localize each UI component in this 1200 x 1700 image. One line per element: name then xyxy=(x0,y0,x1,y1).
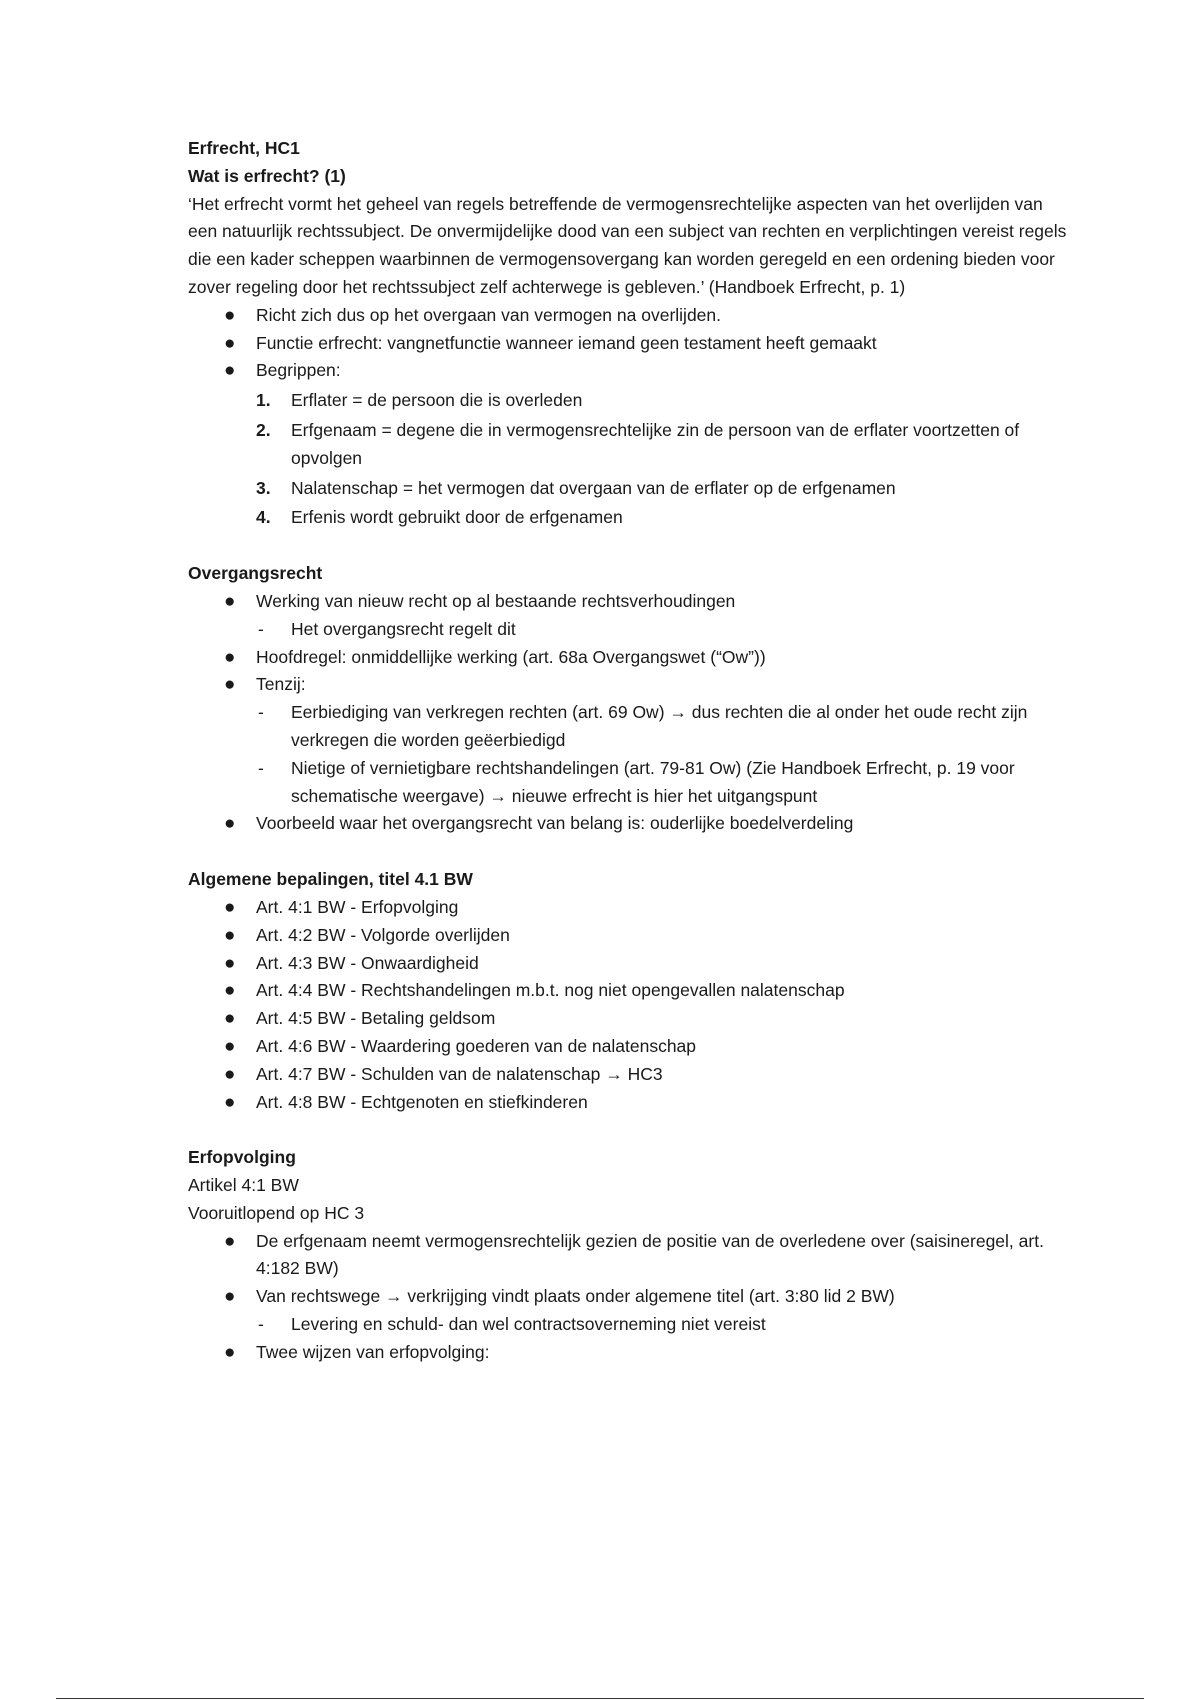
article-item-text: Art. 4:3 BW - Onwaardigheid xyxy=(256,952,479,973)
bullet-list xyxy=(188,810,1068,838)
article-item xyxy=(188,922,1068,950)
list-item xyxy=(188,810,1068,838)
number-marker: 1. xyxy=(256,390,271,411)
bullet-icon: ● xyxy=(224,952,236,974)
bullet-icon: ● xyxy=(224,980,236,1002)
section-spacer xyxy=(188,1116,1068,1144)
bullet-list xyxy=(188,588,1068,616)
dash-list xyxy=(188,1311,1068,1339)
list-item-text: Werking van nieuw recht op al bestaande rechtsverhoudingen xyxy=(256,590,736,611)
quote-paragraph: ‘Het erfrecht vormt het geheel van regels betreffende de vermogensrechtelijke aspecten van het overlijden van een natuurlijk rechtssubject. De onvermijdelijke dood van een subject van rechten en verplichtingen vereist regels die een kader scheppen waarbinnen de vermogensovergang kan worden geregeld en een ordening bieden voor zover regeling door het rechtssubject zelf achterwege is gebleven.’ (Handboek Erfrecht, p. 1) xyxy=(188,193,1067,297)
bullet-list xyxy=(188,1339,1068,1367)
section-spacer xyxy=(188,838,1068,866)
dash-item-text: Eerbiediging van verkregen rechten (art. 69 Ow) → dus rechten die al onder het oude recht zijn verkregen die worden geëerbiedigd xyxy=(291,702,1028,750)
bullet-icon: ● xyxy=(224,813,236,835)
numbered-item xyxy=(188,417,1068,473)
numbered-item-text: Erfenis wordt gebruikt door de erfgenamen xyxy=(291,507,623,528)
list-item xyxy=(188,1228,1068,1284)
numbered-item-text: Erfgenaam = degene die in vermogensrechtelijke zin de persoon van de erflater voortzetten of opvolgen xyxy=(291,419,1020,468)
bullet-list xyxy=(188,644,1068,700)
article-item-text: Art. 4:4 BW - Rechtshandelingen m.b.t. nog niet opengevallen nalatenschap xyxy=(256,980,845,1001)
article-item-text: Art. 4:2 BW - Volgorde overlijden xyxy=(256,924,510,945)
dash-list xyxy=(188,699,1068,810)
dash-item xyxy=(188,1311,1068,1339)
dash-item xyxy=(188,616,1068,644)
page-bottom-rule xyxy=(56,1698,1144,1699)
section-heading-wat-is-erfrecht: Wat is erfrecht? (1) xyxy=(188,165,346,186)
section-heading-overgangsrecht: Overgangsrecht xyxy=(188,563,323,584)
article-item xyxy=(188,1061,1068,1089)
bullet-icon: ● xyxy=(224,646,236,668)
document-page xyxy=(188,135,1068,1367)
section-heading-algemene-bepalingen: Algemene bepalingen, titel 4.1 BW xyxy=(188,869,473,890)
numbered-item-text: Erflater = de persoon die is overleden xyxy=(291,390,583,411)
article-item-text: Art. 4:8 BW - Echtgenoten en stiefkinderen xyxy=(256,1091,588,1112)
dash-marker: - xyxy=(258,757,264,778)
document-title: Erfrecht, HC1 xyxy=(188,138,300,158)
dash-item-text: Levering en schuld- dan wel contractsoverneming niet vereist xyxy=(291,1314,766,1335)
bullet-icon: ● xyxy=(224,1286,236,1308)
list-item-text: Tenzij: xyxy=(256,674,306,695)
bullet-icon: ● xyxy=(224,590,236,612)
bullet-list xyxy=(188,1228,1068,1311)
number-marker: 3. xyxy=(256,477,271,498)
dash-item xyxy=(188,699,1068,755)
bullet-icon: ● xyxy=(224,924,236,946)
dash-marker: - xyxy=(258,618,264,639)
number-marker: 4. xyxy=(256,507,271,528)
article-item-text: Art. 4:7 BW - Schulden van de nalatenschap → HC3 xyxy=(256,1063,663,1084)
bullet-icon: ● xyxy=(224,896,236,918)
bullet-icon: ● xyxy=(224,332,236,354)
article-reference: Artikel 4:1 BW xyxy=(188,1175,299,1196)
preview-note: Vooruitlopend op HC 3 xyxy=(188,1202,365,1223)
list-item-text: Hoofdregel: onmiddellijke werking (art. 68a Overgangswet (“Ow”)) xyxy=(256,646,766,667)
article-item xyxy=(188,1033,1068,1061)
list-item xyxy=(188,357,1068,385)
bullet-icon: ● xyxy=(224,1063,236,1085)
list-item-text: Twee wijzen van erfopvolging: xyxy=(256,1341,490,1362)
article-item xyxy=(188,950,1068,978)
list-item xyxy=(188,302,1068,330)
bullet-icon: ● xyxy=(224,1230,236,1252)
article-item-text: Art. 4:5 BW - Betaling geldsom xyxy=(256,1008,496,1029)
bullet-icon: ● xyxy=(224,1091,236,1113)
list-item-text: Voorbeeld waar het overgangsrecht van belang is: ouderlijke boedelverdeling xyxy=(256,813,854,834)
article-item xyxy=(188,1089,1068,1117)
bullet-icon: ● xyxy=(224,1341,236,1363)
list-item-text: Functie erfrecht: vangnetfunctie wanneer iemand geen testament heeft gemaakt xyxy=(256,332,877,353)
section-heading-erfopvolging: Erfopvolging xyxy=(188,1147,296,1168)
number-marker: 2. xyxy=(256,419,271,440)
dash-marker: - xyxy=(258,1314,264,1335)
bullet-icon: ● xyxy=(224,360,236,382)
numbered-list xyxy=(188,387,1068,532)
list-item xyxy=(188,588,1068,616)
numbered-item xyxy=(188,475,1068,503)
list-item xyxy=(188,1283,1068,1311)
dash-item-text: Nietige of vernietigbare rechtshandelingen (art. 79-81 Ow) (Zie Handboek Erfrecht, p. 19 voor schematische weergave) → nieuwe erfrecht is hier het uitgangspunt xyxy=(291,757,1015,806)
article-item xyxy=(188,977,1068,1005)
list-item-text: Richt zich dus op het overgaan van vermogen na overlijden. xyxy=(256,304,721,325)
list-item-text: De erfgenaam neemt vermogensrechtelijk gezien de positie van de overledene over (saisineregel, art. 4:182 BW) xyxy=(256,1230,1044,1279)
dash-item-text: Het overgangsrecht regelt dit xyxy=(291,618,516,639)
bullet-icon: ● xyxy=(224,1035,236,1057)
article-item xyxy=(188,894,1068,922)
numbered-item xyxy=(188,387,1068,415)
numbered-item xyxy=(188,504,1068,532)
dash-marker: - xyxy=(258,702,264,723)
bullet-icon: ● xyxy=(224,1008,236,1030)
list-item xyxy=(188,644,1068,672)
dash-item xyxy=(188,755,1068,811)
article-list xyxy=(188,894,1068,1116)
bullet-list xyxy=(188,302,1068,385)
list-item-text: Begrippen: xyxy=(256,360,341,381)
section-spacer xyxy=(188,532,1068,560)
list-item xyxy=(188,1339,1068,1367)
numbered-item-text: Nalatenschap = het vermogen dat overgaan van de erflater op de erfgenamen xyxy=(291,477,896,498)
list-item xyxy=(188,330,1068,358)
list-item-text: Van rechtswege → verkrijging vindt plaats onder algemene titel (art. 3:80 lid 2 BW) xyxy=(256,1286,895,1307)
list-item xyxy=(188,671,1068,699)
bullet-icon: ● xyxy=(224,674,236,696)
bullet-icon: ● xyxy=(224,304,236,326)
article-item-text: Art. 4:6 BW - Waardering goederen van de nalatenschap xyxy=(256,1035,697,1056)
article-item-text: Art. 4:1 BW - Erfopvolging xyxy=(256,896,459,917)
article-item xyxy=(188,1005,1068,1033)
dash-list xyxy=(188,616,1068,644)
